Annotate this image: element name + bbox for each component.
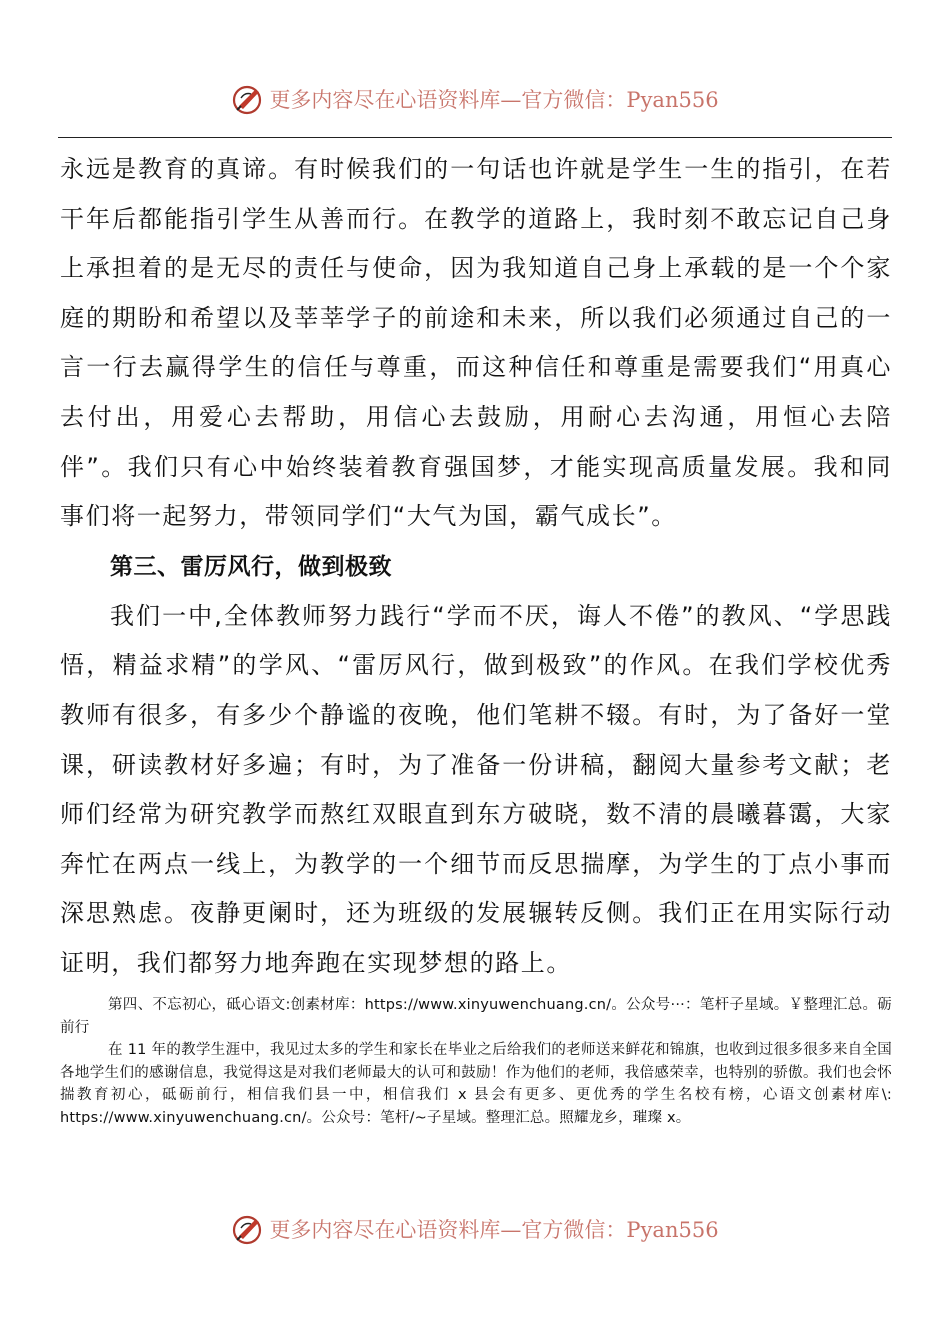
small-print-section: [60, 994, 892, 1129]
page-footer: [0, 1212, 950, 1246]
paragraph-section-3: 我们一中,全体教师努力践行“学而不厌，诲人不倦”的教风、“学思践悟，精益求精”的学风、“雷厉风行，做到极致”的作风。在我们学校优秀教师有很多，有多少个静谧的夜晚，他们笔耕不辍。有时，为了备好一堂课，研读教材好多遍；有时，为了准备一份讲稿，翻阅大量参考文献；老师们经常为研究教学而熬红双眼直到东方破晓，数不清的晨曦暮霭，大家奔忙在两点一线上，为教学的一个细节而反思揣摩，为学生的丁点小事而深思熟虑。夜静更阑时，还为班级的发展辗转反侧。我们正在用实际行动证明，我们都努力地奔跑在实现梦想的路上。: [60, 601, 892, 977]
footer-banner-text: 更多内容尽在心语资料库—官方微信：Pyan556: [269, 1218, 719, 1242]
small-paragraph-heading-4: 第四、不忘初心，砥心语文:创素材库：https://www.xinyuwenchuang.cn/。公众号···：笔杆子星域。￥整理汇总。砺前行: [60, 997, 892, 1036]
header-divider: [58, 137, 892, 138]
main-body: [60, 145, 892, 989]
brand-logo-icon: [231, 82, 265, 116]
header-banner-text: 更多内容尽在心语资料库—官方微信：Pyan556: [269, 88, 719, 112]
small-paragraph-body: 在 11 年的教学生涯中，我见过太多的学生和家长在毕业之后给我们的老师送来鲜花和锦旗，也收到过很多很多来自全国各地学生们的感谢信息，我觉得这是对我们老师最大的认可和鼓励！作为他们的老师，我倍感荣幸，也特别的骄傲。我们也会怀揣教育初心，砥砺前行，相信我们县一中，相信我们 x 县会有更多、更优秀的学生名校有榜，心语文创素材库\: https://www.xinyuwenchuang.cn/。公众号：笔杆/~子星域。整理汇总。照耀龙乡，璀璨 x。: [60, 1042, 892, 1126]
page-header: [0, 82, 950, 116]
brand-logo-icon: [231, 1212, 265, 1246]
section-heading-3: 第三、雷厉风行，做到极致: [110, 553, 392, 580]
paragraph-continued: 永远是教育的真谛。有时候我们的一句话也许就是学生一生的指引，在若干年后都能指引学生从善而行。在教学的道路上，我时刻不敢忘记自己身上承担着的是无尽的责任与使命，因为我知道自己身上承载的是一个个家庭的期盼和希望以及莘莘学子的前途和未来，所以我们必须通过自己的一言一行去赢得学生的信任与尊重，而这种信任和尊重是需要我们“用真心去付出，用爱心去帮助，用信心去鼓励，用耐心去沟通，用恒心去陪伴”。我们只有心中始终装着教育强国梦，才能实现高质量发展。我和同事们将一起努力，带领同学们“大气为国，霸气成长”。: [60, 155, 892, 531]
